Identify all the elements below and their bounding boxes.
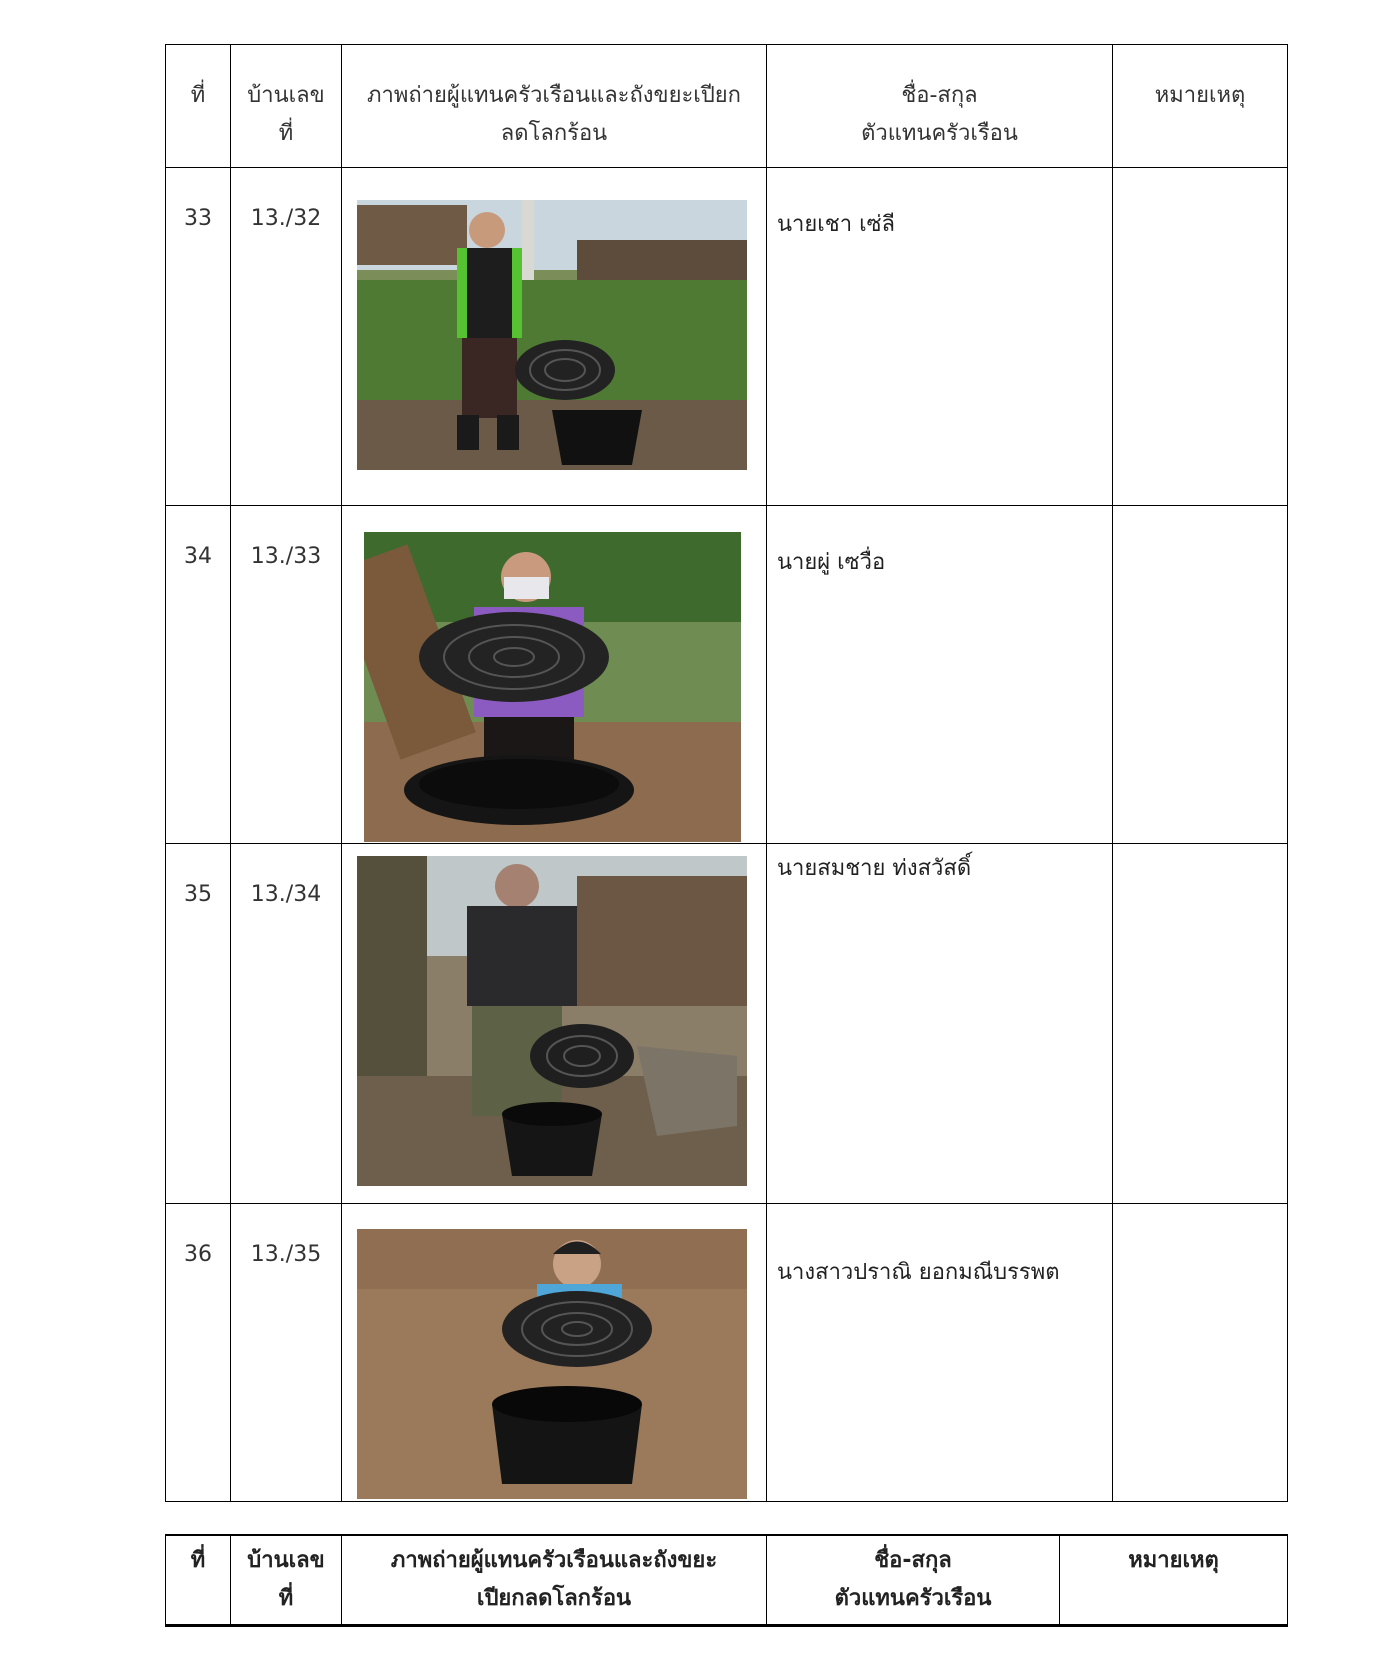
table-row bbox=[166, 1204, 1288, 1502]
header-name: ชื่อ-สกุล ตัวแทนครัวเรือน bbox=[767, 1535, 1060, 1625]
household-photo bbox=[357, 856, 747, 1186]
header-note: หมายเหตุ bbox=[1113, 45, 1288, 168]
photo-cell bbox=[342, 168, 767, 506]
representative-name: นางสาวปราณิ ยอกมณีบรรพต bbox=[767, 1204, 1113, 1502]
household-photo bbox=[357, 200, 747, 470]
photo-cell bbox=[342, 506, 767, 844]
table-header-row bbox=[166, 1535, 1288, 1625]
continued-table-header bbox=[165, 1534, 1288, 1627]
household-table bbox=[165, 44, 1288, 1502]
representative-name: นายผู่ เซวื่อ bbox=[767, 506, 1113, 844]
note-cell bbox=[1113, 506, 1288, 844]
header-note: หมายเหตุ bbox=[1060, 1535, 1288, 1625]
household-photo bbox=[357, 1229, 747, 1499]
house-number: 13./33 bbox=[231, 506, 342, 844]
note-cell bbox=[1113, 168, 1288, 506]
row-number: 35 bbox=[166, 844, 231, 1204]
note-cell bbox=[1113, 844, 1288, 1204]
photo-cell bbox=[342, 1204, 767, 1502]
header-house-number: บ้านเลข ที่ bbox=[231, 45, 342, 168]
header-no: ที่ bbox=[166, 1535, 231, 1625]
header-house-number: บ้านเลข ที่ bbox=[231, 1535, 342, 1625]
table-row bbox=[166, 506, 1288, 844]
house-number: 13./35 bbox=[231, 1204, 342, 1502]
row-number: 34 bbox=[166, 506, 231, 844]
note-cell bbox=[1113, 1204, 1288, 1502]
photo-cell bbox=[342, 844, 767, 1204]
row-number: 33 bbox=[166, 168, 231, 506]
representative-name: นายสมชาย ท่งสวัสดิ์ bbox=[767, 844, 1113, 1204]
house-number: 13./34 bbox=[231, 844, 342, 1204]
table-row bbox=[166, 168, 1288, 506]
header-photo: ภาพถ่ายผู้แทนครัวเรือนและถังขยะเปียก ลดโลกร้อน bbox=[342, 45, 767, 168]
row-number: 36 bbox=[166, 1204, 231, 1502]
header-name: ชื่อ-สกุล ตัวแทนครัวเรือน bbox=[767, 45, 1113, 168]
table-header-row bbox=[166, 45, 1288, 168]
header-no: ที่ bbox=[166, 45, 231, 168]
table-row bbox=[166, 844, 1288, 1204]
household-photo bbox=[364, 532, 741, 842]
header-photo: ภาพถ่ายผู้แทนครัวเรือนและถังขยะ เปียกลดโลกร้อน bbox=[342, 1535, 767, 1625]
representative-name: นายเชา เซ่ลี bbox=[767, 168, 1113, 506]
house-number: 13./32 bbox=[231, 168, 342, 506]
